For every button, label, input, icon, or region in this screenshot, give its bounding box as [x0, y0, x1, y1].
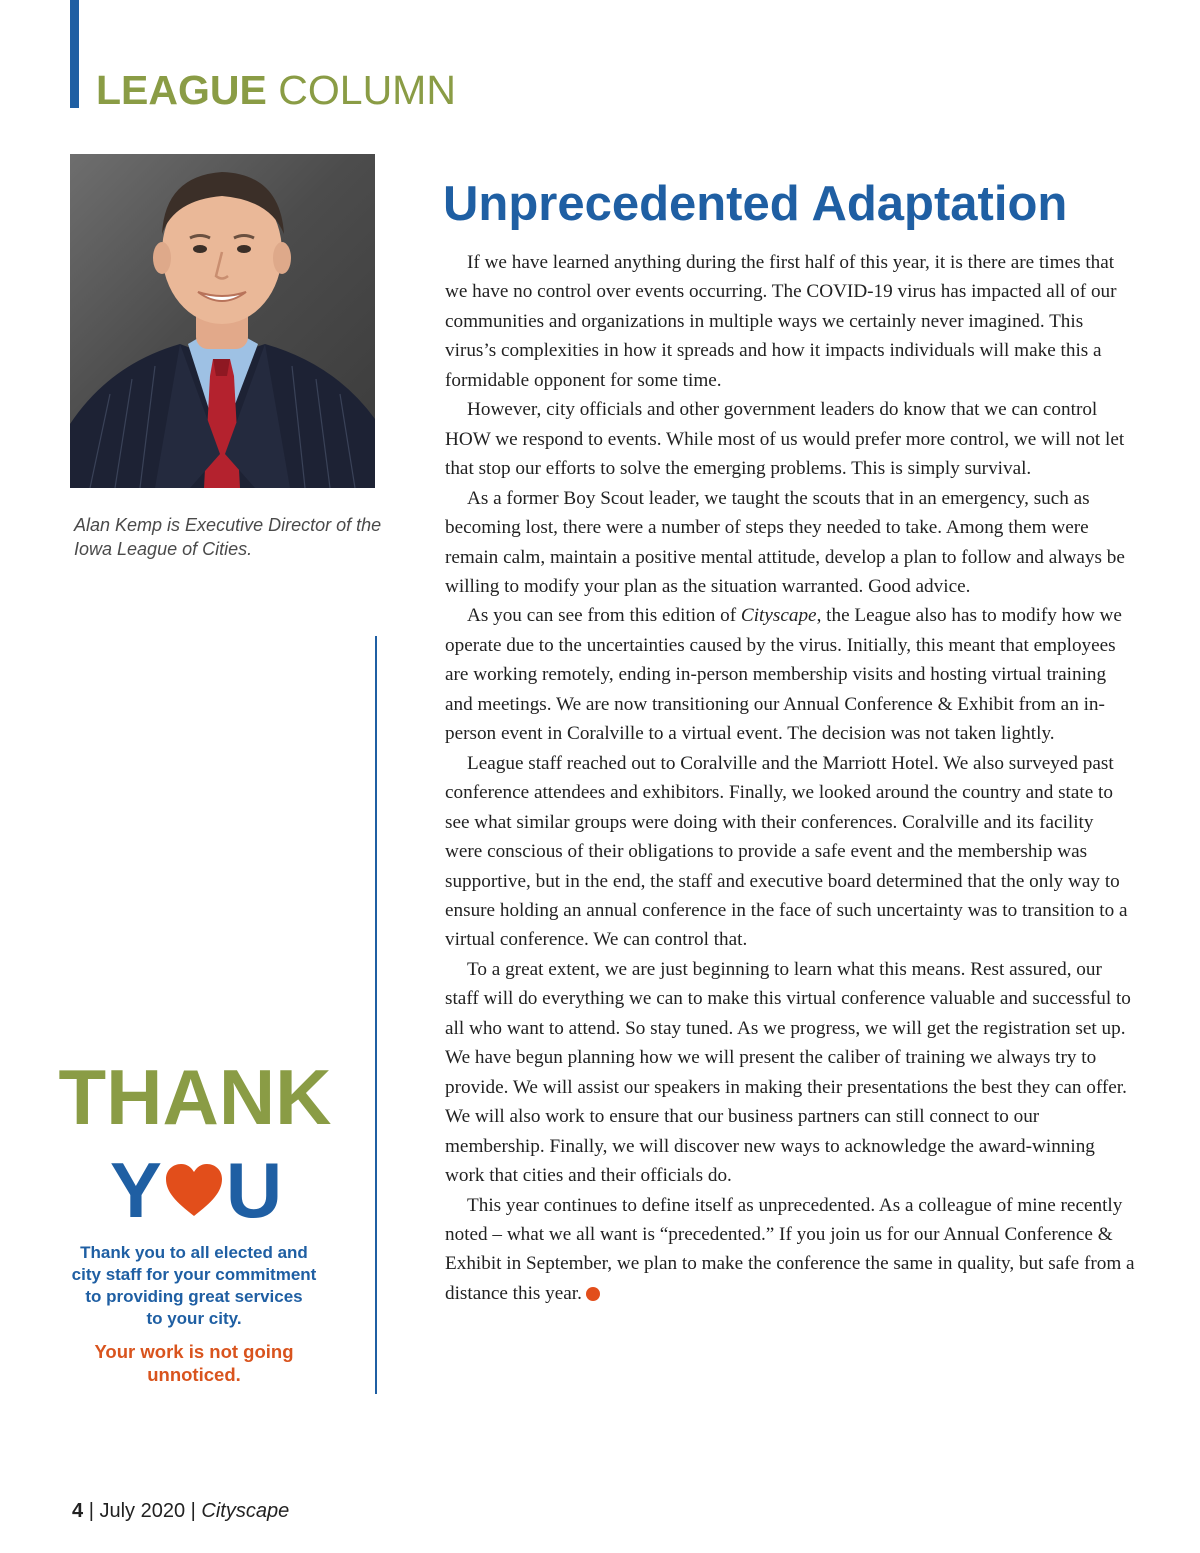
section-header-rest: COLUMN — [278, 67, 456, 113]
footer-separator: | — [88, 1500, 94, 1522]
article-paragraph: League staff reached out to Coralville and the Marriott Hotel. We also surveyed past conference attendees and exhibitors. Finally, we looked around the country and state to see what similar groups were doing with their conferences. Coralville and its facility were conscious of their obligations to provide a safe event and the membership was supportive, but in the end, the staff and executive board determined that the only way to ensure holding an annual conference in the face of such uncertainty was to transition to a virtual conference. We can control that. — [445, 752, 1128, 951]
article-title: Unprecedented Adaptation — [443, 177, 1068, 231]
article-paragraph: If we have learned anything during the first half of this year, it is there are times that we have no control over events occurring. The COVID-19 virus has impacted all of our communities and organizations in multiple ways we certainly never imagined. This virus’s complexities in how it spreads and how it impacts individuals will make this a formidable opponent for some time. — [445, 252, 1117, 391]
issue-date: July 2020 — [99, 1500, 186, 1522]
thanks-message — [50, 1242, 338, 1330]
article-body — [445, 248, 1135, 1308]
paragraph-text: This year continues to define itself as unprecedented. As a colleague of mine recently noted – what we all want is “precedented.” If you join us for our Annual Conference & Exhibit in September, we plan to make the conference the same in quality, but safe from a distance this year. — [445, 1194, 1135, 1304]
heart-icon — [164, 1162, 224, 1218]
thanks-message-line: Thank you to all elected and — [80, 1243, 308, 1262]
column-divider — [375, 636, 377, 1394]
noticed-message-line: Your work is not going — [94, 1341, 294, 1362]
article-paragraph: To a great extent, we are just beginning to learn what this means. Rest assured, our staff will do everything we can to make this virtual conference valuable and successful to all who want to attend. So stay tuned. As we progress, we will get the registration set up. We have begun planning how we will present the caliber of training we always try to provide. We will assist our speakers in making their presentations the best they can offer. We will also work to ensure that our business partners can still connect to our membership. Finally, we will discover new ways to acknowledge the award-winning work that cities and their officials do. — [445, 958, 1131, 1187]
end-mark-icon — [586, 1287, 600, 1301]
section-accent-bar — [70, 0, 79, 108]
article-paragraph: However, city officials and other government leaders do know that we can control HOW we respond to events. While most of us would prefer more control, we will not let that stop our efforts to solve the emerging problems. This is simply survival. — [445, 399, 1125, 480]
magazine-name: Cityscape — [740, 605, 817, 627]
photo-caption: Alan Kemp is Executive Director of the Iowa League of Cities. — [74, 515, 382, 559]
you-letter-y: Y — [109, 1146, 162, 1234]
noticed-message-line: unnoticed. — [147, 1364, 241, 1385]
page-number: 4 — [72, 1500, 84, 1522]
you-heading — [96, 1146, 296, 1234]
you-letter-u: U — [225, 1146, 283, 1234]
paragraph-text: , the League also has to modify how we operate due to the uncertainties caused by the virus. Initially, this meant that employees are working remotely, ending in-person membership visits and hosting virtual training and meetings. We are now transitioning our Annual Conference & Exhibit from an in-person event in Coralville to a virtual event. The decision was not taken lightly. — [445, 605, 1122, 745]
author-photo — [70, 154, 375, 488]
article-paragraph — [445, 601, 1135, 748]
noticed-message — [60, 1340, 328, 1386]
thanks-message-line: to your city. — [146, 1309, 242, 1328]
footer-separator: | — [190, 1500, 196, 1522]
article-paragraph: As a former Boy Scout leader, we taught the scouts that in an emergency, such as becoming lost, there were a number of steps they needed to take. Among them were remain calm, maintain a positive mental attitude, develop a plan to follow and always be willing to modify your plan as the situation warranted. Good advice. — [445, 487, 1125, 597]
section-header-strong: LEAGUE — [96, 67, 267, 113]
paragraph-text: As you can see from this edition of — [467, 605, 741, 627]
magazine-title: Cityscape — [201, 1500, 290, 1522]
page-footer — [72, 1500, 289, 1523]
thanks-message-line: city staff for your commitment — [71, 1265, 317, 1284]
article-paragraph — [445, 1191, 1135, 1309]
thanks-message-line: to providing great services — [85, 1287, 303, 1306]
thank-heading: THANK — [58, 1053, 332, 1141]
section-header — [96, 67, 456, 113]
